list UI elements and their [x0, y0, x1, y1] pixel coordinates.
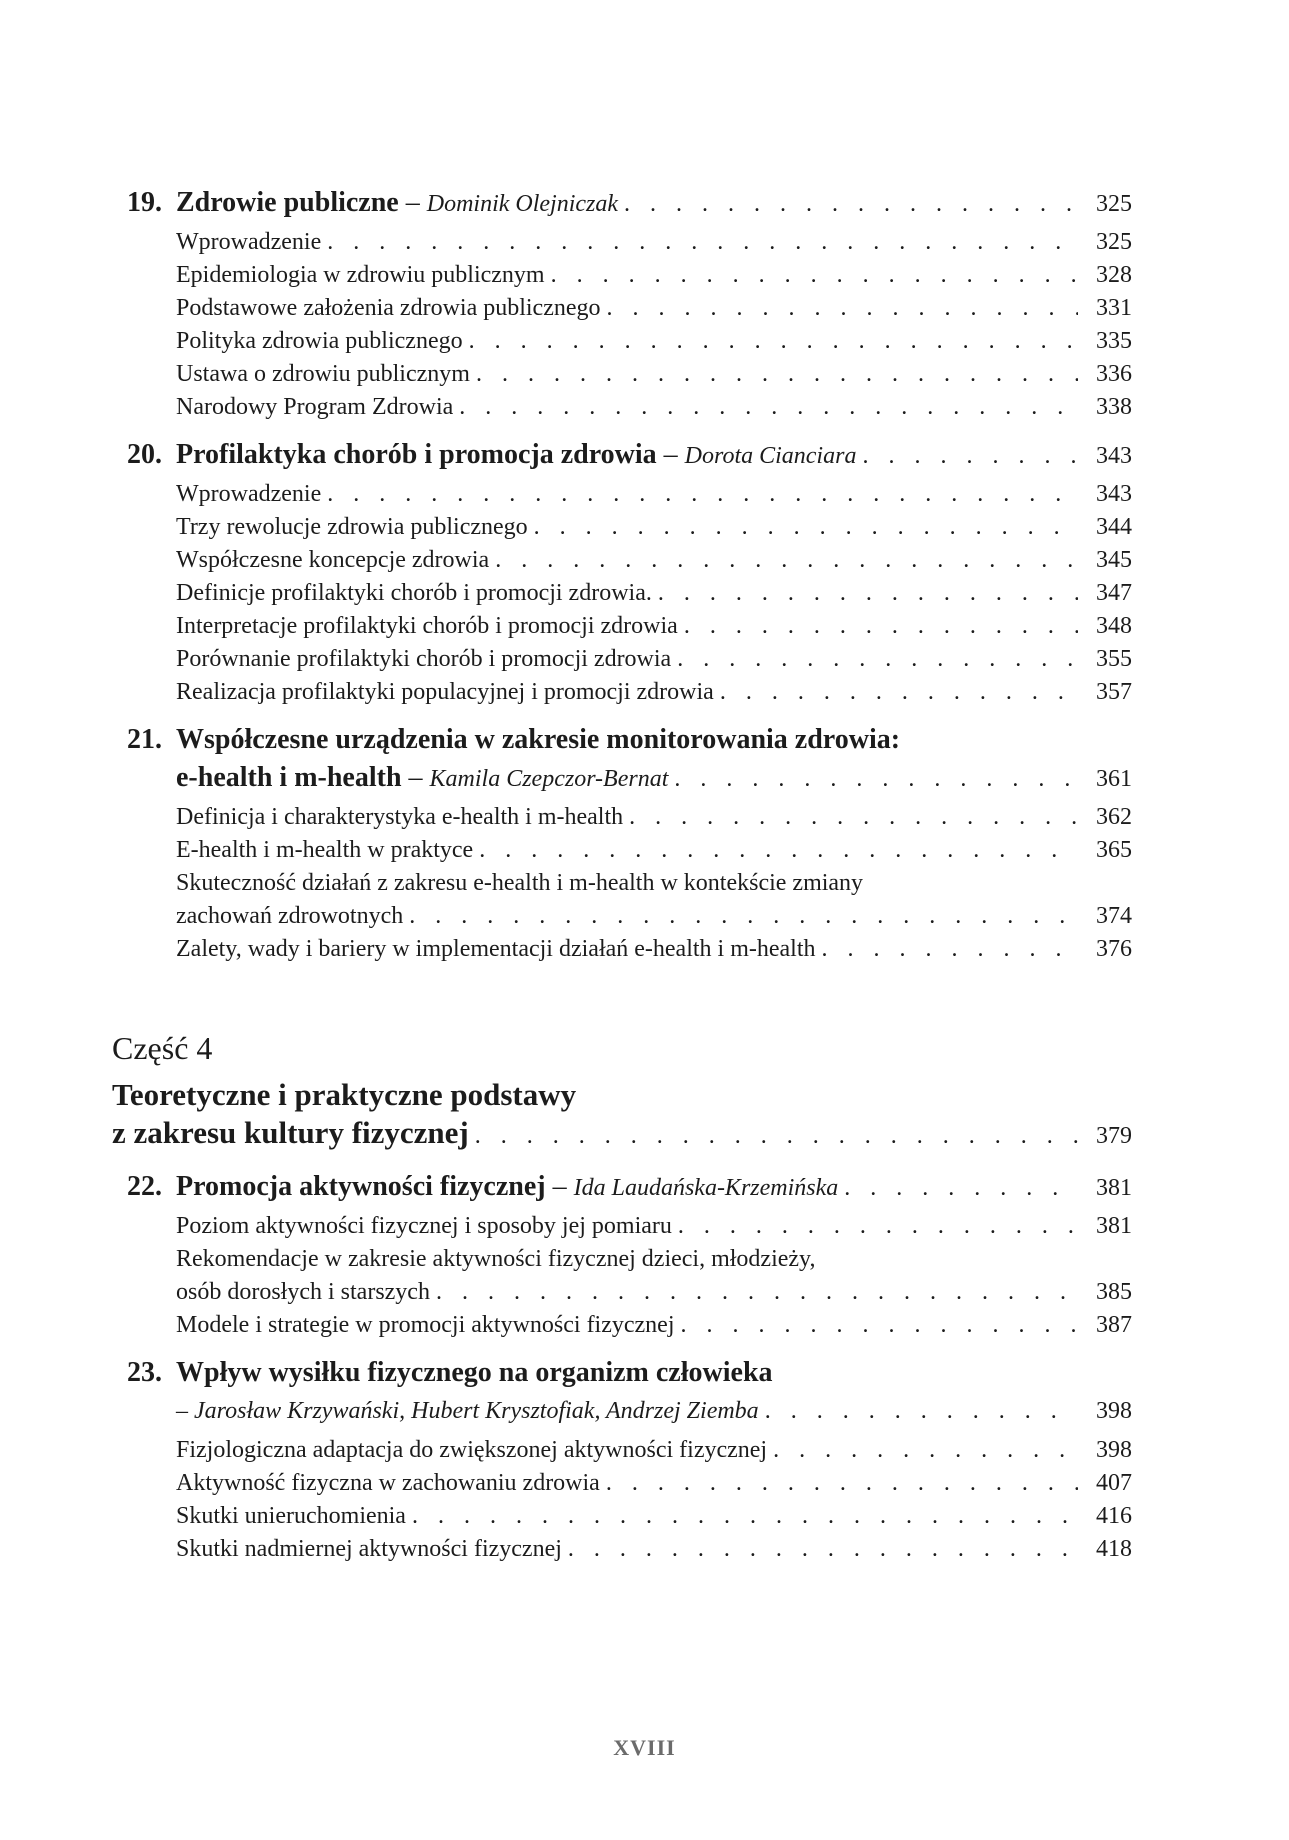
page-footer-number: XVIII: [613, 1735, 676, 1760]
section-entry[interactable]: [118, 544, 1132, 577]
section-entry[interactable]: [118, 292, 1132, 325]
section-body: [176, 900, 1132, 933]
section-title: zachowań zdrowotnych: [176, 903, 404, 929]
section-entry[interactable]: [118, 834, 1132, 867]
chapter-author: Dominik Olejniczak: [426, 191, 619, 217]
section-title: Modele i strategie w promocji aktywności fizycznej: [176, 1312, 675, 1338]
section-title: Interpretacje profilaktyki chorób i promocji zdrowia: [176, 613, 678, 639]
dot-leader: [495, 544, 1078, 577]
chapter: [118, 721, 1132, 966]
section-body: [176, 610, 1132, 643]
section-body: [176, 391, 1132, 424]
section-title: Definicja i charakterystyka e-health i m-health: [176, 804, 624, 830]
page-number: 407: [1096, 1470, 1132, 1496]
table-of-contents: [112, 184, 1132, 1578]
chapter-heading[interactable]: [118, 436, 1132, 474]
dot-leader: [658, 577, 1078, 610]
section-title: Trzy rewolucje zdrowia publicznego: [176, 514, 528, 540]
dot-leader: [681, 1309, 1078, 1342]
dot-leader: [409, 900, 1078, 933]
section-body: [176, 1276, 1132, 1309]
author-separator: –: [656, 439, 685, 470]
page-number: 387: [1096, 1312, 1132, 1338]
chapter: [118, 1354, 1132, 1566]
section-list: [118, 1210, 1132, 1342]
chapter-heading[interactable]: [118, 759, 1132, 797]
page-number: 376: [1096, 936, 1132, 962]
dot-leader: [674, 760, 1078, 798]
section-title: E-health i m-health w praktyce: [176, 837, 474, 863]
section-entry[interactable]: [118, 1533, 1132, 1566]
section-body: [176, 643, 1132, 676]
chapter-number: 19.: [127, 187, 162, 218]
section-body: [176, 325, 1132, 358]
section-title: Polityka zdrowia publicznego: [176, 328, 463, 354]
section-list: [118, 801, 1132, 966]
dot-leader: [606, 1467, 1078, 1500]
section-body: [176, 933, 1132, 966]
section-body: [176, 577, 1132, 610]
section-entry[interactable]: [118, 1309, 1132, 1342]
section-entry[interactable]: [118, 391, 1132, 424]
chapter-title: Wpływ wysiłku fizycznego na organizm człowieka: [176, 1357, 773, 1388]
page-number: 344: [1096, 514, 1132, 540]
chapter: [118, 1168, 1132, 1342]
page-number: 331: [1096, 295, 1132, 321]
section-body: [176, 676, 1132, 709]
dot-leader: [678, 1210, 1078, 1243]
chapter-title-line: [176, 1392, 1132, 1430]
dot-leader: [773, 1434, 1078, 1467]
page-number: 325: [1096, 191, 1132, 217]
page-number: 355: [1096, 646, 1132, 672]
section-title: Porównanie profilaktyki chorób i promocji zdrowia: [176, 646, 672, 672]
chapter-list: [118, 184, 1132, 966]
section-title: Ustawa o zdrowiu publicznym: [176, 361, 470, 387]
section-entry[interactable]: [118, 1210, 1132, 1243]
chapter-title-line: [176, 721, 1132, 759]
dot-leader: [862, 437, 1078, 475]
author-separator: –: [176, 1398, 194, 1424]
dot-leader: [844, 1169, 1078, 1207]
author-separator: –: [398, 187, 427, 218]
section-entry[interactable]: [118, 577, 1132, 610]
section-title: Poziom aktywności fizycznej i sposoby jej pomiaru: [176, 1213, 672, 1239]
chapter-heading[interactable]: [118, 184, 1132, 222]
page-number: 347: [1096, 580, 1132, 606]
page-number: 328: [1096, 262, 1132, 288]
page-number: 325: [1096, 229, 1132, 255]
section-title: Epidemiologia w zdrowiu publicznym: [176, 262, 545, 288]
dot-leader: [568, 1533, 1078, 1566]
section-entry[interactable]: [118, 325, 1132, 358]
section-title: osób dorosłych i starszych: [176, 1279, 430, 1305]
section-body: [176, 1210, 1132, 1243]
section-body: [176, 544, 1132, 577]
section-entry[interactable]: [118, 478, 1132, 511]
chapter-number: 22.: [127, 1171, 162, 1202]
dot-leader: [629, 801, 1078, 834]
dot-leader: [412, 1500, 1078, 1533]
dot-leader: [684, 610, 1078, 643]
page-number: 381: [1096, 1213, 1132, 1239]
section-body: [176, 1309, 1132, 1342]
chapter-title-line: [176, 759, 1132, 798]
part-title-line: z zakresu kultury fizycznej: [112, 1115, 469, 1150]
section-title: Wprowadzenie: [176, 481, 322, 507]
section-title: Współczesne koncepcje zdrowia: [176, 547, 490, 573]
section-title-line: Skuteczność działań z zakresu e-health i m-health w kontekście zmiany: [176, 870, 864, 896]
chapter-title: e-health i m-health: [176, 762, 402, 793]
chapter-list: [118, 1168, 1132, 1566]
page-number: 357: [1096, 679, 1132, 705]
section-list: [118, 226, 1132, 424]
chapter-title: Zdrowie publiczne: [176, 187, 399, 218]
section-entry[interactable]: [118, 801, 1132, 834]
page-number: 362: [1096, 804, 1132, 830]
section-entry[interactable]: [118, 1434, 1132, 1467]
chapter: [118, 436, 1132, 709]
page-number: 336: [1096, 361, 1132, 387]
section-body: [176, 1500, 1132, 1533]
section-body: [176, 259, 1132, 292]
page-number: 365: [1096, 837, 1132, 863]
section-title: Realizacja profilaktyki populacyjnej i promocji zdrowia: [176, 679, 714, 705]
chapter-number: 20.: [127, 439, 162, 470]
page-number: 385: [1096, 1279, 1132, 1305]
section-body: [176, 801, 1132, 834]
page-number: 418: [1096, 1536, 1132, 1562]
chapter-author: Ida Laudańska-Krzemińska: [573, 1175, 839, 1201]
chapter-author: Jarosław Krzywański, Hubert Krysztofiak, Andrzej Ziemba: [194, 1398, 759, 1424]
section-entry[interactable]: [118, 511, 1132, 544]
dot-leader: [607, 292, 1078, 325]
chapter-number: 21.: [127, 724, 162, 755]
section-body: [176, 226, 1132, 259]
section-entry[interactable]: [118, 1500, 1132, 1533]
dot-leader: [479, 834, 1078, 867]
page-number: 374: [1096, 903, 1132, 929]
chapter-title-line: [176, 436, 1132, 475]
section-body: [176, 478, 1132, 511]
chapter-heading[interactable]: [118, 1354, 1132, 1392]
dot-leader: [476, 358, 1078, 391]
section-entry[interactable]: [118, 643, 1132, 676]
page-number: 361: [1096, 766, 1132, 792]
chapter-title: Promocja aktywności fizycznej: [176, 1171, 546, 1202]
page-number: 398: [1096, 1398, 1132, 1424]
section-list: [118, 1434, 1132, 1566]
dot-leader: [469, 325, 1078, 358]
section-body: [176, 1434, 1132, 1467]
section-title: Wprowadzenie: [176, 229, 322, 255]
section-body: [176, 511, 1132, 544]
section-entry[interactable]: [118, 933, 1132, 966]
page-number: 343: [1096, 481, 1132, 507]
part-label: Część 4: [112, 1030, 213, 1066]
page-number: 398: [1096, 1437, 1132, 1463]
dot-leader: [475, 1117, 1078, 1155]
chapter-title-line: [176, 1168, 1132, 1207]
dot-leader: [624, 185, 1078, 223]
dot-leader: [327, 478, 1078, 511]
page-number: 338: [1096, 394, 1132, 420]
section-body: [176, 834, 1132, 867]
chapter-author: Dorota Cianciara: [684, 443, 857, 469]
section-entry[interactable]: [118, 1467, 1132, 1500]
section-entry[interactable]: [118, 259, 1132, 292]
section-body: [176, 292, 1132, 325]
section-title: Narodowy Program Zdrowia: [176, 394, 454, 420]
dot-leader: [459, 391, 1078, 424]
page-number: 379: [1096, 1123, 1132, 1149]
section-entry[interactable]: [118, 900, 1132, 933]
part-heading: [112, 1028, 1132, 1152]
dot-leader: [551, 259, 1078, 292]
author-separator: –: [545, 1171, 574, 1202]
part-title-entry[interactable]: [112, 1114, 1132, 1152]
dot-leader: [765, 1392, 1078, 1430]
chapter-author: Kamila Czepczor-Bernat: [429, 766, 669, 792]
section-title-line: Rekomendacje w zakresie aktywności fizycznej dzieci, młodzieży,: [176, 1246, 816, 1272]
part-title-line: Teoretyczne i praktyczne podstawy: [112, 1077, 577, 1112]
section-entry[interactable]: [118, 610, 1132, 643]
section-body: [176, 358, 1132, 391]
section-entry[interactable]: [118, 358, 1132, 391]
section-body: [176, 1467, 1132, 1500]
chapter-heading[interactable]: [118, 1168, 1132, 1206]
page-number: 343: [1096, 443, 1132, 469]
dot-leader: [720, 676, 1078, 709]
chapter-title: Profilaktyka chorób i promocja zdrowia: [176, 439, 657, 470]
chapter-title-line: [176, 184, 1132, 223]
dot-leader: [677, 643, 1078, 676]
section-title: Zalety, wady i bariery w implementacji działań e-health i m-health: [176, 936, 816, 962]
section-entry[interactable]: [118, 1276, 1132, 1309]
author-separator: –: [401, 762, 430, 793]
dot-leader: [327, 226, 1078, 259]
dot-leader: [822, 933, 1078, 966]
page-number: 416: [1096, 1503, 1132, 1529]
section-entry[interactable]: [118, 226, 1132, 259]
page-number: 335: [1096, 328, 1132, 354]
chapter-heading[interactable]: [118, 1392, 1132, 1430]
page-number: 381: [1096, 1175, 1132, 1201]
chapter-number: 23.: [127, 1357, 162, 1388]
chapter-heading[interactable]: [118, 721, 1132, 759]
section-title: Podstawowe założenia zdrowia publicznego: [176, 295, 601, 321]
section-title: Skutki nadmiernej aktywności fizycznej: [176, 1536, 562, 1562]
section-title: Fizjologiczna adaptacja do zwiększonej aktywności fizycznej: [176, 1437, 768, 1463]
section-title: Aktywność fizyczna w zachowaniu zdrowia: [176, 1470, 600, 1496]
chapter: [118, 184, 1132, 424]
chapter-title-line: [176, 1354, 1132, 1392]
dot-leader: [534, 511, 1078, 544]
section-title: Definicje profilaktyki chorób i promocji zdrowia.: [176, 580, 652, 606]
page-number: 348: [1096, 613, 1132, 639]
chapter-title: Współczesne urządzenia w zakresie monitorowania zdrowia:: [176, 724, 901, 755]
page-number: 345: [1096, 547, 1132, 573]
section-list: [118, 478, 1132, 709]
dot-leader: [436, 1276, 1078, 1309]
section-body: [176, 1533, 1132, 1566]
section-title: Skutki unieruchomienia: [176, 1503, 406, 1529]
section-entry[interactable]: [118, 676, 1132, 709]
